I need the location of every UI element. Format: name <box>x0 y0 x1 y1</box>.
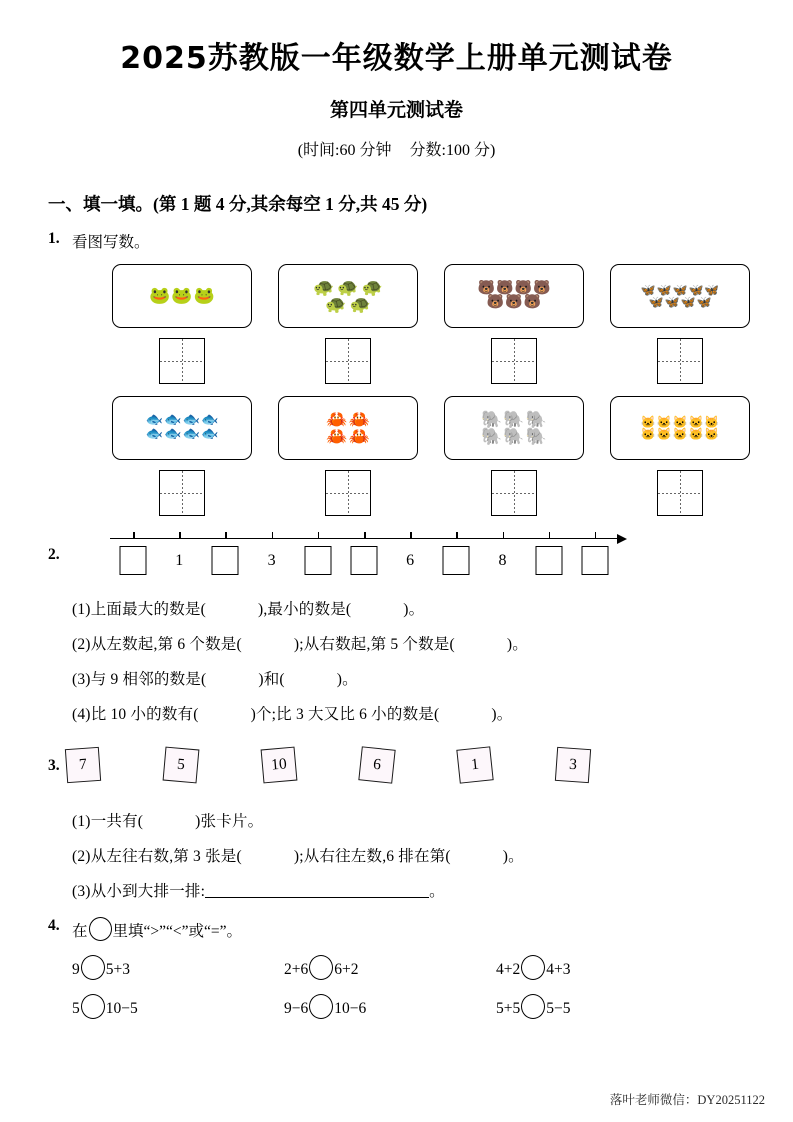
comparison-right: 5+3 <box>105 960 130 978</box>
comparison-left: 5+5 <box>496 999 521 1017</box>
score-label: 分数:100 分) <box>409 141 496 159</box>
elephant-icon: 🐘 <box>481 426 503 446</box>
fish-icon: 🐟 <box>145 412 164 428</box>
cat-icon: 🐱 <box>704 426 720 441</box>
number-line-slot-value <box>397 546 424 575</box>
page-subtitle: 第四单元测试卷 <box>329 98 463 121</box>
sub-label: (2) <box>72 847 91 865</box>
fish-icon: 🐟 <box>200 412 219 428</box>
cat-icon: 🐱 <box>688 426 704 441</box>
sub-text-a: 从左往右数,第 3 张是( <box>90 847 242 865</box>
sub-label: (3) <box>72 670 91 688</box>
sub-text: )。 <box>403 600 425 618</box>
question-2-numberline-area <box>0 532 793 584</box>
picture-cell <box>610 264 750 384</box>
question-2-number: 2. <box>48 545 60 563</box>
comparison-left: 9−6 <box>284 999 309 1017</box>
animal-group-box <box>610 264 750 328</box>
number-line-answer-box[interactable] <box>120 546 147 575</box>
comparison-right: 10−5 <box>105 999 138 1017</box>
number-line-slot-blank <box>304 546 331 575</box>
comparison-right: 5−5 <box>546 999 571 1017</box>
sub-text-b: 。 <box>429 882 445 900</box>
sub-text: )。 <box>506 635 528 653</box>
comparison-row <box>0 955 793 980</box>
frog-icon: 🐸 <box>193 286 215 305</box>
turtle-icon: 🐢 <box>361 277 383 297</box>
comparison-item <box>72 994 284 1019</box>
frog-icon: 🐸 <box>149 286 171 305</box>
picture-row <box>0 396 793 516</box>
sub-text-a: 一共有( <box>90 812 144 830</box>
sub-label: (1) <box>72 600 91 618</box>
cat-icon: 🐱 <box>656 426 672 441</box>
number-line-slot-blank <box>535 546 562 575</box>
answer-square[interactable] <box>491 470 537 516</box>
sub-label: (2) <box>72 635 91 653</box>
butterfly-icon: 🦋 <box>704 282 720 297</box>
animal-row <box>149 287 215 304</box>
question-2-subquestions <box>0 584 793 724</box>
number-line-slot-blank <box>212 546 239 575</box>
answer-square[interactable] <box>491 338 537 384</box>
bear-icon: 🐻 <box>532 280 551 296</box>
number-card[interactable]: 10 <box>261 746 298 783</box>
comparison-item <box>496 994 708 1019</box>
bear-icon: 🐻 <box>514 280 532 296</box>
fish-icon: 🐟 <box>182 412 200 428</box>
animal-group-box <box>444 264 584 328</box>
axis-tick <box>549 532 551 539</box>
answer-rule-blank[interactable] <box>205 882 429 898</box>
number-card[interactable]: 6 <box>358 746 395 783</box>
circle-blank-icon[interactable] <box>81 994 105 1019</box>
answer-square[interactable] <box>159 470 205 516</box>
fish-icon: 🐟 <box>182 426 200 442</box>
cat-icon: 🐱 <box>672 426 688 441</box>
question-3-sub-1 <box>0 796 793 831</box>
butterfly-icon: 🦋 <box>696 294 712 309</box>
fish-icon: 🐟 <box>164 412 182 428</box>
number-line-value: 1 <box>175 551 184 569</box>
animal-group-box <box>610 396 750 460</box>
bear-icon: 🐻 <box>496 280 514 296</box>
exam-meta <box>0 122 793 160</box>
turtle-icon: 🐢 <box>325 294 347 314</box>
animal-row <box>326 428 369 445</box>
question-3-sub-3 <box>0 866 793 901</box>
question-2-subquestion <box>0 619 793 654</box>
number-line-value: 8 <box>498 551 507 569</box>
number-card[interactable]: 7 <box>65 746 101 782</box>
picture-cell <box>444 264 584 384</box>
number-line <box>110 538 618 584</box>
sub-text-a: 从小到大排一排: <box>90 882 206 900</box>
butterfly-icon: 🦋 <box>688 282 704 297</box>
comparison-item <box>284 994 496 1019</box>
number-line-slot-blank <box>443 546 470 575</box>
crab-icon: 🦀 <box>348 409 370 429</box>
number-line-answer-box[interactable] <box>212 546 239 575</box>
picture-cell <box>278 396 418 516</box>
bear-icon: 🐻 <box>505 294 523 310</box>
elephant-icon: 🐘 <box>503 426 525 446</box>
crab-icon: 🦀 <box>348 426 370 446</box>
sub-text: 从左数起,第 6 个数是( <box>90 635 242 653</box>
number-line-slot-value <box>489 546 516 575</box>
animal-row <box>487 296 541 310</box>
axis-tick <box>318 532 320 539</box>
butterfly-icon: 🦋 <box>680 294 696 309</box>
animal-group-box <box>112 264 252 328</box>
question-2-subquestion <box>0 584 793 619</box>
time-label: (时间:60 分钟 <box>297 141 392 159</box>
animal-row <box>641 416 720 428</box>
animal-row <box>641 428 720 440</box>
cat-icon: 🐱 <box>640 414 656 429</box>
axis-tick <box>595 532 597 539</box>
number-line-answer-box[interactable] <box>351 546 378 575</box>
question-1 <box>0 216 793 252</box>
butterfly-icon: 🦋 <box>672 282 688 297</box>
picture-cell <box>278 264 418 384</box>
elephant-icon: 🐘 <box>525 409 547 429</box>
picture-cell <box>610 396 750 516</box>
axis-tick <box>179 532 181 539</box>
number-line-answer-box[interactable] <box>304 546 331 575</box>
butterfly-icon: 🦋 <box>656 282 672 297</box>
comparison-item <box>284 955 496 980</box>
butterfly-icon: 🦋 <box>664 294 680 309</box>
comparison-left: 5 <box>72 999 80 1017</box>
question-2-subquestion <box>0 654 793 689</box>
animal-group-box <box>444 396 584 460</box>
question-3-number: 3. <box>48 756 60 774</box>
picture-cell <box>112 396 252 516</box>
number-line-answer-box[interactable] <box>443 546 470 575</box>
question-4-comparisons <box>0 955 793 1019</box>
cat-icon: 🐱 <box>640 426 656 441</box>
fish-icon: 🐟 <box>145 426 164 442</box>
comparison-row <box>0 994 793 1019</box>
sub-label: (4) <box>72 705 91 723</box>
axis-tick <box>225 532 227 539</box>
sub-label: (1) <box>72 812 91 830</box>
number-line-answer-box[interactable] <box>581 546 608 575</box>
sub-text: )个;比 3 大又比 6 小的数是( <box>250 705 440 723</box>
animal-row <box>146 428 219 442</box>
bear-icon: 🐻 <box>477 280 496 296</box>
cat-icon: 🐱 <box>672 414 688 429</box>
question-4 <box>0 901 793 941</box>
question-4-number: 4. <box>48 916 60 934</box>
comparison-left: 4+2 <box>496 960 521 978</box>
turtle-icon: 🐢 <box>349 294 371 314</box>
butterfly-icon: 🦋 <box>640 282 656 297</box>
sub-text-b: );从右往左数,6 排在第( <box>293 847 451 865</box>
comparison-right: 6+2 <box>334 960 359 978</box>
sub-label: (3) <box>72 882 91 900</box>
question-4-title-post: 里填“>”“<”或“=”。 <box>112 922 243 940</box>
sub-text-b: )张卡片。 <box>195 812 264 830</box>
cat-icon: 🐱 <box>656 414 672 429</box>
animal-row <box>326 411 369 428</box>
circle-blank-icon[interactable] <box>521 994 545 1019</box>
crab-icon: 🦀 <box>326 426 348 446</box>
animal-group-box <box>278 396 418 460</box>
axis-tick <box>133 532 135 539</box>
answer-square[interactable] <box>159 338 205 384</box>
picture-cell <box>112 264 252 384</box>
number-line-value: 3 <box>267 551 276 569</box>
number-line-slot-value <box>166 546 193 575</box>
animal-row <box>146 414 219 428</box>
sub-text: 与 9 相邻的数是( <box>90 670 207 688</box>
comparison-left: 9 <box>72 960 80 978</box>
sub-text: 比 10 小的数有( <box>90 705 199 723</box>
crab-icon: 🦀 <box>326 409 348 429</box>
sub-text: )。 <box>336 670 358 688</box>
number-line-slot-blank <box>581 546 608 575</box>
animal-row <box>313 279 383 296</box>
animal-group-box <box>278 264 418 328</box>
sub-text: )。 <box>491 705 513 723</box>
answer-square[interactable] <box>657 470 703 516</box>
turtle-icon: 🐢 <box>313 277 335 297</box>
picture-cell <box>444 396 584 516</box>
comparison-item <box>72 955 284 980</box>
butterfly-icon: 🦋 <box>648 294 664 309</box>
frog-icon: 🐸 <box>171 286 193 305</box>
axis-tick <box>272 532 274 539</box>
page-title: 2025苏教版一年级数学上册单元测试卷 <box>120 41 673 76</box>
animal-row <box>481 411 547 428</box>
bear-icon: 🐻 <box>486 294 505 310</box>
number-line-answer-box[interactable] <box>535 546 562 575</box>
circle-blank-icon[interactable] <box>309 994 333 1019</box>
number-line-slot-blank <box>120 546 147 575</box>
circle-blank-icon[interactable] <box>81 955 105 980</box>
animal-row <box>641 284 720 296</box>
question-3-cards <box>0 744 793 796</box>
circle-blank-icon[interactable] <box>521 955 545 980</box>
question-3-sub-2 <box>0 831 793 866</box>
comparison-left: 2+6 <box>284 960 309 978</box>
animal-group-box <box>112 396 252 460</box>
footer-watermark: 落叶老师微信：DY20251122 <box>609 1093 765 1107</box>
animal-row <box>325 296 370 313</box>
question-1-title: 看图写数。 <box>72 233 150 251</box>
number-line-value: 6 <box>406 551 415 569</box>
circle-blank-icon[interactable] <box>89 917 112 941</box>
sub-text: );从右数起,第 5 个数是( <box>293 635 455 653</box>
question-2-subquestion <box>0 689 793 724</box>
sub-text: ),最小的数是( <box>257 600 352 618</box>
sub-text: )和( <box>258 670 285 688</box>
elephant-icon: 🐘 <box>481 409 503 429</box>
animal-row <box>649 296 712 308</box>
number-line-slot-blank <box>351 546 378 575</box>
bear-icon: 🐻 <box>523 294 542 310</box>
question-1-picture-grid <box>0 264 793 516</box>
cat-icon: 🐱 <box>688 414 704 429</box>
fish-icon: 🐟 <box>164 426 182 442</box>
axis-tick <box>456 532 458 539</box>
animal-row <box>478 282 551 296</box>
axis-tick <box>364 532 366 539</box>
circle-blank-icon[interactable] <box>309 955 333 980</box>
sub-text-c: )。 <box>502 847 524 865</box>
answer-square[interactable] <box>657 338 703 384</box>
comparison-item <box>496 955 708 980</box>
number-line-slot-value <box>258 546 285 575</box>
number-card[interactable]: 3 <box>555 746 591 782</box>
arrow-right-icon <box>617 534 627 544</box>
animal-row <box>481 428 547 445</box>
number-card[interactable]: 1 <box>456 746 493 783</box>
picture-row <box>0 264 793 384</box>
axis-tick <box>410 532 412 539</box>
answer-square[interactable] <box>325 470 371 516</box>
cat-icon: 🐱 <box>704 414 720 429</box>
comparison-right: 4+3 <box>546 960 571 978</box>
axis-tick <box>503 532 505 539</box>
section-one-heading: 一、填一填。(第 1 题 4 分,其余每空 1 分,共 45 分) <box>48 193 428 214</box>
elephant-icon: 🐘 <box>525 426 547 446</box>
number-card[interactable]: 5 <box>163 746 200 783</box>
question-4-title-pre: 在 <box>72 922 88 940</box>
elephant-icon: 🐘 <box>503 409 525 429</box>
turtle-icon: 🐢 <box>337 277 359 297</box>
answer-square[interactable] <box>325 338 371 384</box>
comparison-right: 10−6 <box>334 999 367 1017</box>
question-1-number: 1. <box>48 229 60 247</box>
sub-text: 上面最大的数是( <box>90 600 206 618</box>
fish-icon: 🐟 <box>200 426 219 442</box>
